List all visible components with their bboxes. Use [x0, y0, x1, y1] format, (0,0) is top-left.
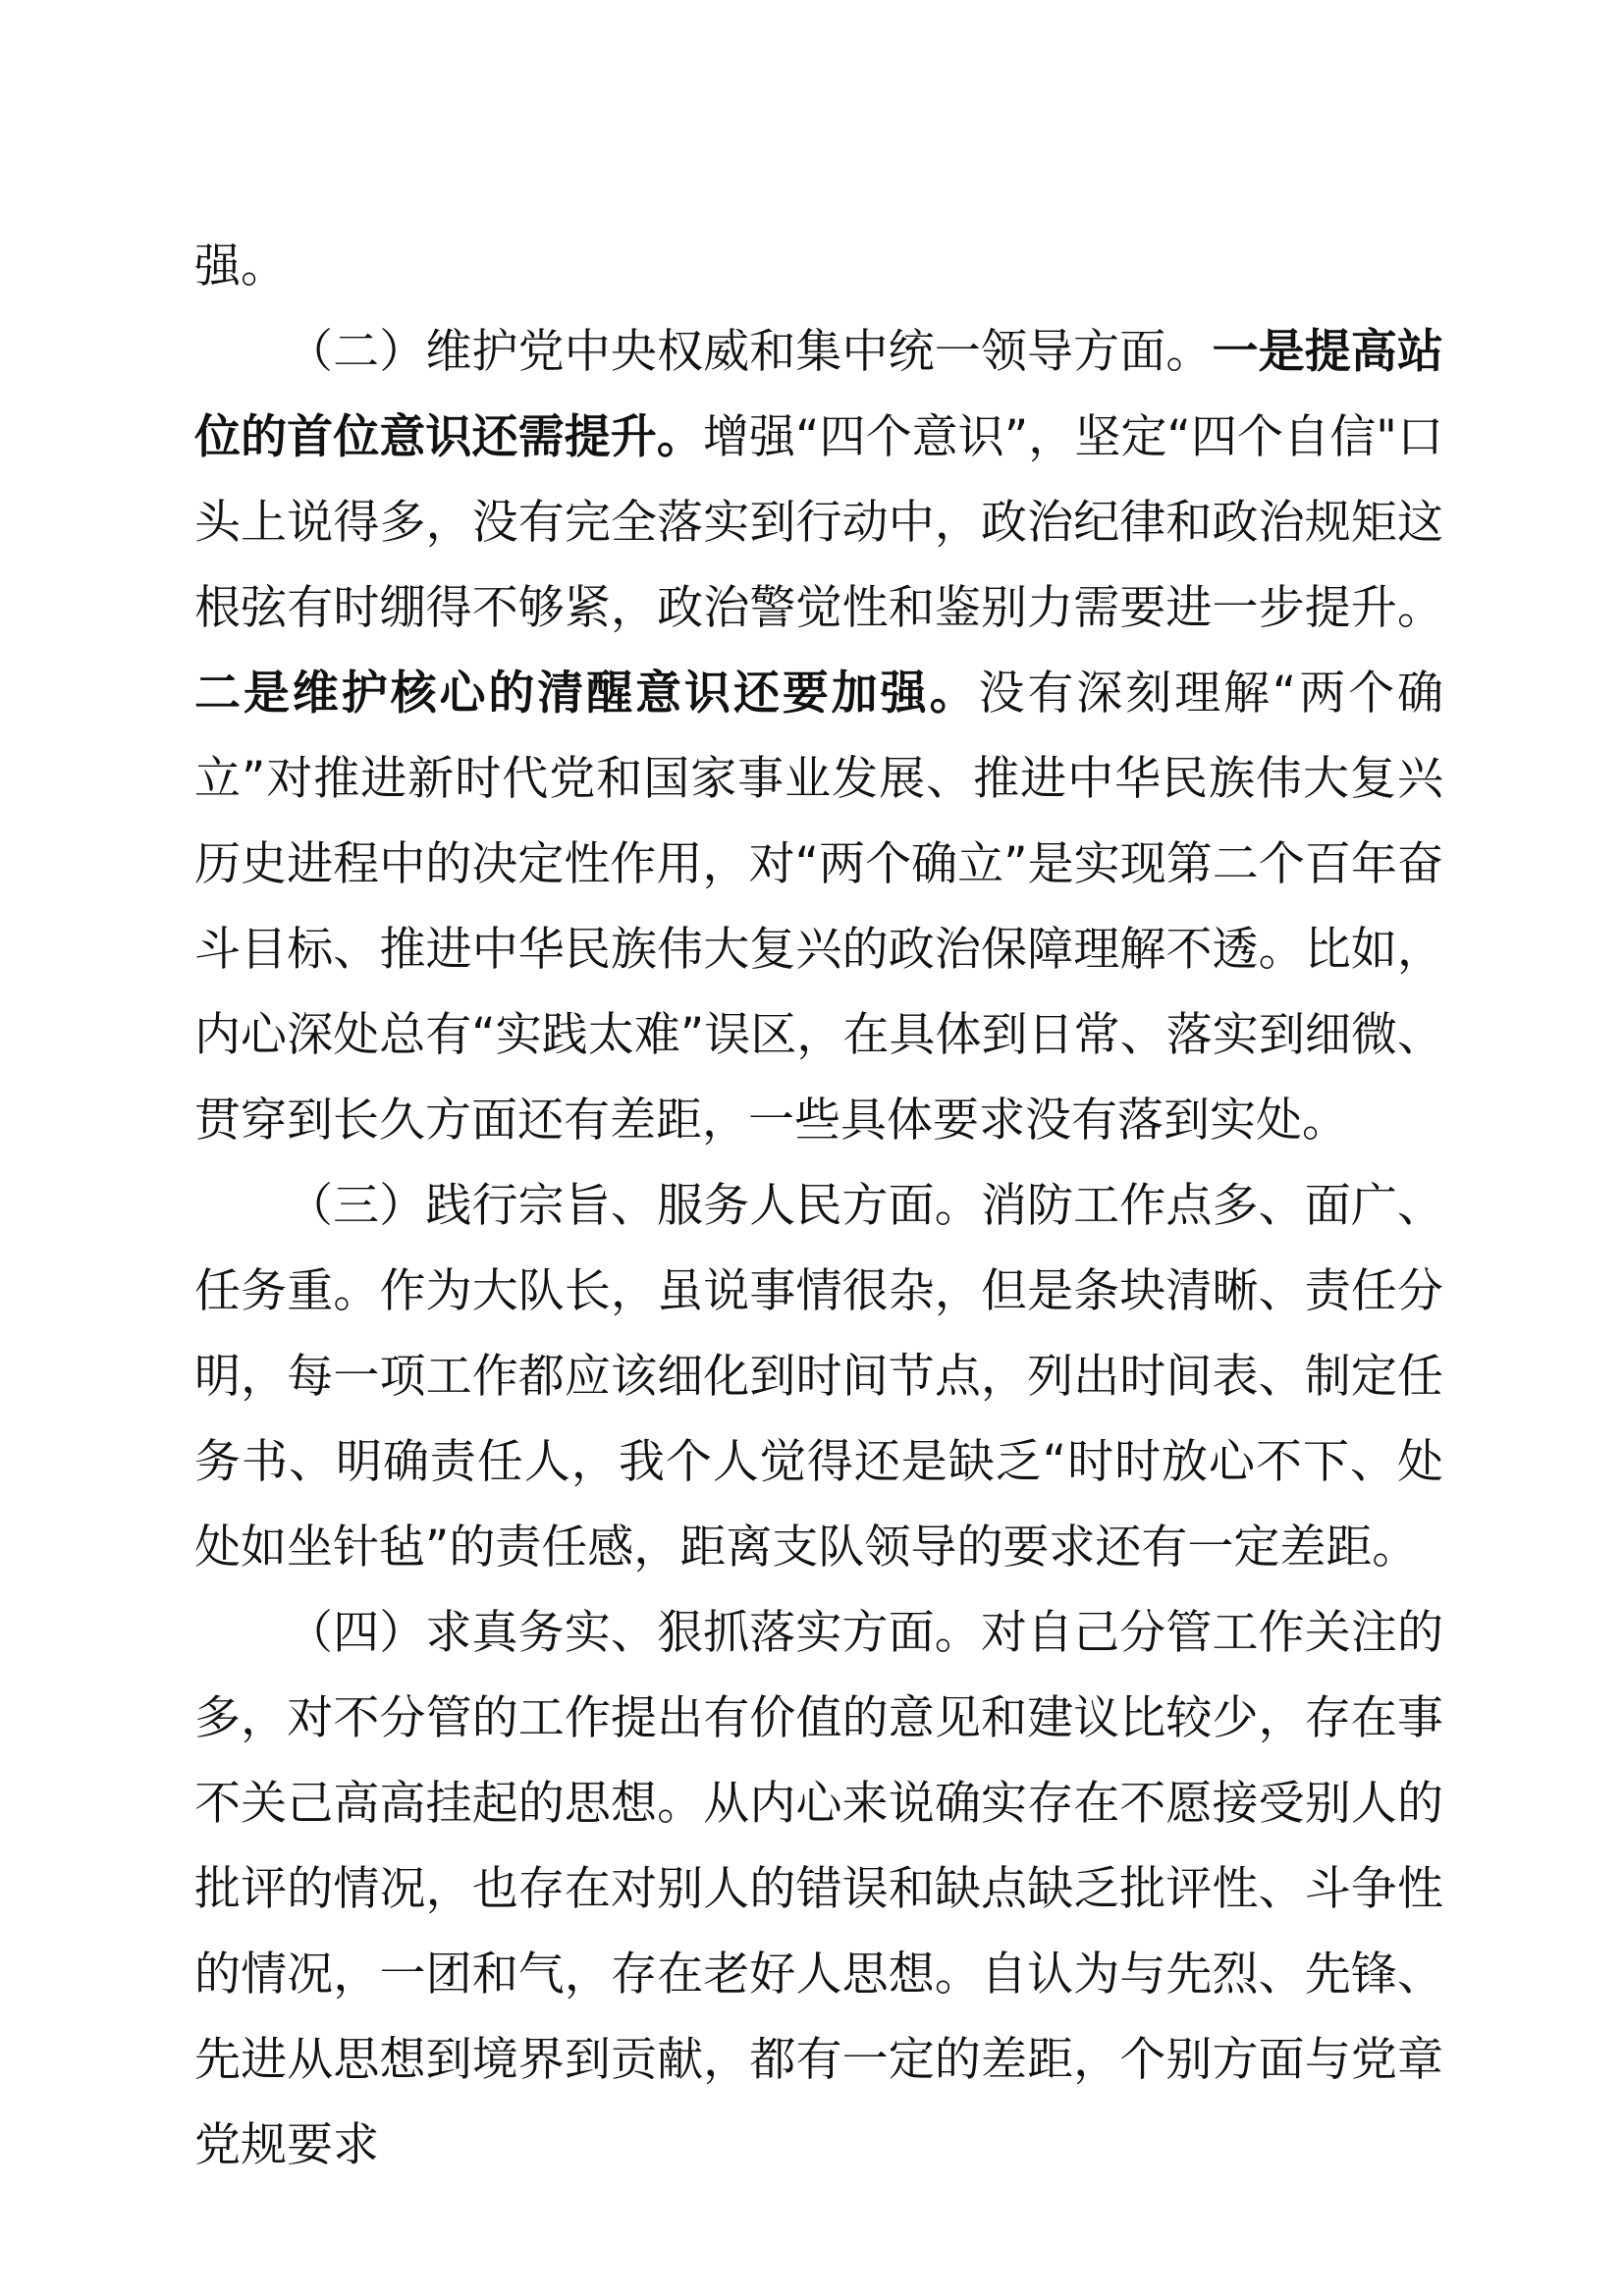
- paragraph-section-four: [194, 1590, 1443, 2188]
- paragraph-continuation: [194, 224, 1443, 309]
- bold-point-two: 二是维护核心的清醒意识还要加强。: [194, 667, 979, 721]
- paragraph-section-three: [194, 1163, 1443, 1590]
- document-body: [194, 224, 1443, 2188]
- section-heading-text: （二）维护党中央权威和集中统一领导方面。: [287, 325, 1213, 379]
- text-run: （三）践行宗旨、服务人民方面。消防工作点多、面广、任务重。作为大队长，虽说事情很杂，但是条块清晰、责任分明，每一项工作都应该细化到时间节点，列出时间表、制定任务书、明确责任人，我个人觉得还是缺乏“时时放心不下、处处如坐针毡”的责任感，距离支队领导的要求还有一定差距。: [194, 1179, 1443, 1575]
- text-run: 没有深刻理解“两个确立”对推进新时代党和国家事业发展、推进中华民族伟大复兴历史进程中的决定性作用，对“两个确立”是实现第二个百年奋斗目标、推进中华民族伟大复兴的政治保障理解不透。比如，内心深处总有“实践太难”误区，在具体到日常、落实到细微、贯穿到长久方面还有差距，一些具体要求没有落到实处。: [194, 667, 1443, 1148]
- text-run: 强。: [194, 240, 287, 294]
- paragraph-section-two: [194, 309, 1443, 1163]
- text-run: （四）求真务实、狠抓落实方面。对自己分管工作关注的多，对不分管的工作提出有价值的意见和建议比较少，存在事不关己高高挂起的思想。从内心来说确实存在不愿接受别人的批评的情况，也存在对别人的错误和缺点缺乏批评性、斗争性的情况，一团和气，存在老好人思想。自认为与先烈、先锋、先进从思想到境界到贡献，都有一定的差距，个别方面与党章党规要求: [194, 1606, 1443, 2172]
- text-run: 增强“四个意识”，坚定“四个自信"口头上说得多，没有完全落实到行动中，政治纪律和政治规矩这根弦有时绷得不够紧，政治警觉性和鉴别力需要进一步提升。: [194, 410, 1444, 635]
- bold-point-one: 一是提高站位的首位意识还需提升。: [194, 325, 1443, 464]
